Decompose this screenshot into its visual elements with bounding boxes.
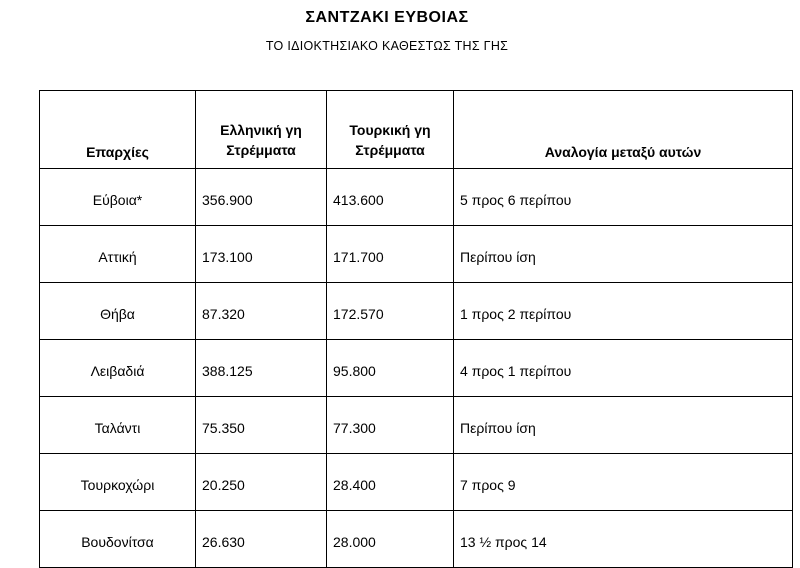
table-body	[40, 169, 793, 568]
document-subtitle: ΤΟ ΙΔΙΟΚΤΗΣΙΑΚΟ ΚΑΘΕΣΤΩΣ ΤΗΣ ΓΗΣ	[265, 39, 509, 53]
cell-ratio: 4 προς 1 περίπου	[454, 340, 793, 397]
header-turkish-land	[327, 91, 454, 169]
cell-province: Θήβα	[40, 283, 196, 340]
table-row	[40, 226, 793, 283]
cell-turkish-land: 28.400	[327, 454, 454, 511]
cell-turkish-land: 95.800	[327, 340, 454, 397]
cell-turkish-land: 413.600	[327, 169, 454, 226]
cell-province: Εύβοια*	[40, 169, 196, 226]
cell-greek-land: 87.320	[196, 283, 327, 340]
cell-ratio: 5 προς 6 περίπου	[454, 169, 793, 226]
table-row	[40, 169, 793, 226]
cell-province: Λειβαδιά	[40, 340, 196, 397]
cell-greek-land: 173.100	[196, 226, 327, 283]
table-row	[40, 397, 793, 454]
cell-ratio: Περίπου ίση	[454, 397, 793, 454]
document-title: ΣΑΝΤΖΑΚΙ ΕΥΒΟΙΑΣ	[305, 9, 469, 26]
cell-greek-land: 20.250	[196, 454, 327, 511]
header-provinces: Επαρχίες	[40, 91, 196, 169]
table-row	[40, 340, 793, 397]
table-row	[40, 511, 793, 568]
header-greek-land-unit: Στρέμματα	[226, 142, 296, 158]
cell-greek-land: 388.125	[196, 340, 327, 397]
cell-turkish-land: 171.700	[327, 226, 454, 283]
table-row	[40, 283, 793, 340]
header-greek-land	[196, 91, 327, 169]
cell-ratio: 1 προς 2 περίπου	[454, 283, 793, 340]
table-row	[40, 454, 793, 511]
cell-turkish-land: 28.000	[327, 511, 454, 568]
cell-province: Ταλάντι	[40, 397, 196, 454]
cell-province: Τουρκοχώρι	[40, 454, 196, 511]
header-greek-land-label: Ελληνική γη	[220, 122, 302, 138]
header-turkish-land-label: Τουρκική γη	[349, 122, 431, 138]
cell-turkish-land: 172.570	[327, 283, 454, 340]
cell-greek-land: 26.630	[196, 511, 327, 568]
cell-turkish-land: 77.300	[327, 397, 454, 454]
table-header-row	[40, 91, 793, 169]
header-ratio: Αναλογία μεταξύ αυτών	[454, 91, 793, 169]
cell-ratio: Περίπου ίση	[454, 226, 793, 283]
cell-province: Αττική	[40, 226, 196, 283]
land-ownership-table	[39, 90, 793, 568]
cell-province: Βουδονίτσα	[40, 511, 196, 568]
cell-ratio: 13 ½ προς 14	[454, 511, 793, 568]
header-turkish-land-unit: Στρέμματα	[355, 142, 425, 158]
cell-greek-land: 356.900	[196, 169, 327, 226]
cell-greek-land: 75.350	[196, 397, 327, 454]
cell-ratio: 7 προς 9	[454, 454, 793, 511]
